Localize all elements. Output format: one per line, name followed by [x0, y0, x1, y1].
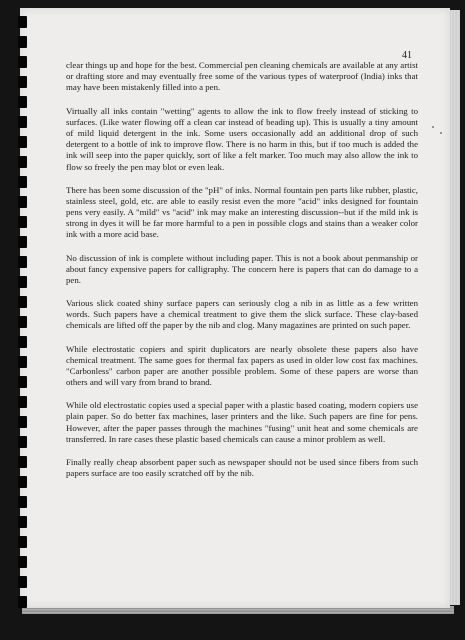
binding-hole — [18, 296, 27, 308]
binding-hole — [18, 536, 27, 548]
binding-hole — [18, 456, 27, 468]
body-text — [66, 60, 418, 491]
binding-hole — [18, 256, 27, 268]
paragraph: Virtually all inks contain "wetting" agents to allow the ink to flow freely instead of sticking to surfaces. (Like water flowing off a clean car instead of beading up). This is usually a tiny amount of mild liquid detergent in the ink. Some users occasionally add an additional drop of such detergent to a bottle of ink to improve flow. There is no harm in this, but if too much is added the ink will seep into the paper quickly, sort of like a felt marker. Too much may also allow the ink to flow so freely the pen may blot or even leak. — [66, 105, 418, 172]
binding-hole — [18, 16, 27, 28]
paragraph: While electrostatic copiers and spirit duplicators are nearly obsolete these papers also have chemical treatment. The same goes for thermal fax papers as used in older low cost fax machines. "Carbonless" carbon paper are another possible problem. Some of these papers are worse than others and will vary from brand to brand. — [66, 343, 418, 388]
binding-hole — [18, 276, 27, 288]
paragraph: Various slick coated shiny surface papers can seriously clog a nib in as little as a few written words. Such papers have a chemical treatment to give them the slick surface. These clay-based chemicals are lifted off the paper by the nib and clog. Many magazines are printed on such paper. — [66, 298, 418, 331]
binding-hole — [18, 96, 27, 108]
binding-hole — [18, 196, 27, 208]
binding-hole — [18, 36, 27, 48]
binding-hole — [18, 496, 27, 508]
paragraph: There has been some discussion of the "pH" of inks. Normal fountain pen parts like rubber, plastic, stainless steel, gold, etc. are able to easily resist even the more "acid" inks designed for fountain pens very easily. A "mild" vs "acid" ink may make an interesting discussion--but if the mild ink is strong in dyes it will be far more harmful to a pen in possible clogs and stains than a weaker color ink with a more acid base. — [66, 184, 418, 240]
binding-hole — [18, 176, 27, 188]
scan-speck — [432, 126, 434, 128]
binding-hole — [18, 236, 27, 248]
binding-hole — [18, 516, 27, 528]
paragraph: While old electrostatic copies used a special paper with a plastic based coating, modern copiers use plain paper. So do better fax machines, laser printers and the like. Such papers are fine for pens. However, after the paper passes through the machines "fusing" unit heat and some chemicals are transferred. In rare cases these plastic based chemicals can cause a minor problem as well. — [66, 400, 418, 444]
binding-hole — [18, 156, 27, 168]
binding-hole — [18, 476, 27, 488]
binding-hole — [18, 216, 27, 228]
binding-hole — [18, 316, 27, 328]
scan-speck — [440, 132, 442, 134]
binding-hole — [18, 556, 27, 568]
paragraph: clear things up and hope for the best. Commercial pen cleaning chemicals are available at any artist or drafting store and may eventually free some of the various types of waterproof (India) inks that may have been mistakenly filled into a pen. — [66, 60, 418, 93]
binding-hole — [18, 116, 27, 128]
binding-hole — [18, 596, 27, 608]
binding-hole — [18, 356, 27, 368]
binding-hole — [18, 396, 27, 408]
binding-hole — [18, 76, 27, 88]
paragraph: No discussion of ink is complete without including paper. This is not a book about penmanship or about fancy expensive papers for calligraphy. The concern here is papers that can do damage to a pen. — [66, 252, 418, 285]
comb-binding — [14, 6, 28, 612]
binding-hole — [18, 136, 27, 148]
binding-hole — [18, 436, 27, 448]
binding-hole — [18, 416, 27, 428]
paragraph: Finally really cheap absorbent paper such as newspaper should not be used since fibers from such papers surface are too easily scratched off by the nib. — [66, 456, 418, 479]
binding-hole — [18, 56, 27, 68]
binding-hole — [18, 336, 27, 348]
binding-hole — [18, 376, 27, 388]
page-number: 41 — [402, 50, 412, 61]
binding-hole — [18, 576, 27, 588]
